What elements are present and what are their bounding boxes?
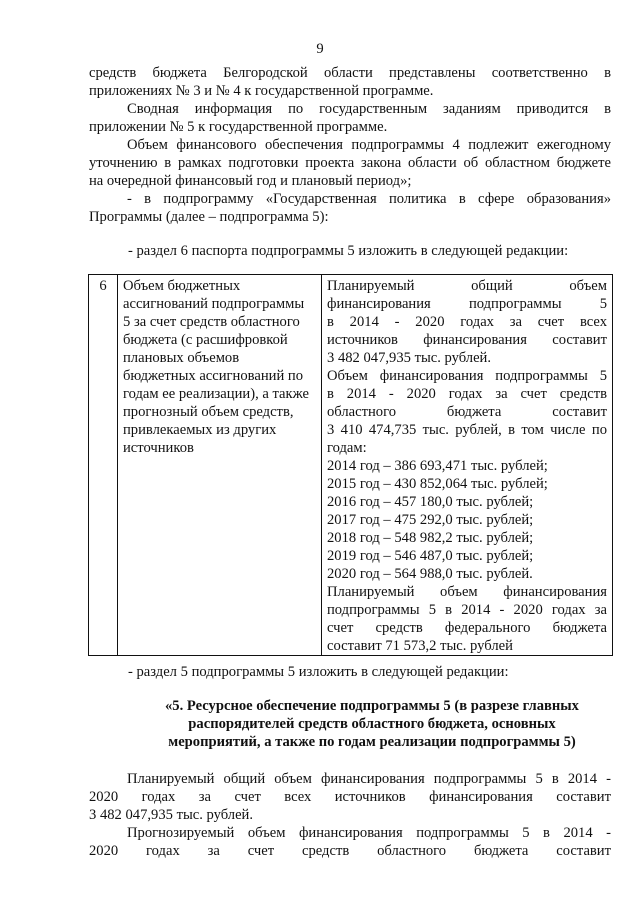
value-line: областного бюджета составит — [327, 404, 607, 420]
intro-section6: - раздел 6 паспорта подпрограммы 5 изложить в следующей редакции: — [128, 243, 569, 259]
intro-section5: - раздел 5 подпрограммы 5 изложить в следующей редакции: — [128, 664, 509, 680]
name-line: плановых объемов — [123, 350, 240, 366]
heading-line: «5. Ресурсное обеспечение подпрограммы 5 (в разрезе главных — [165, 698, 579, 714]
name-line: Объем бюджетных — [123, 278, 241, 294]
value-line: подпрограммы 5 в 2014 - 2020 годах за — [327, 602, 607, 618]
value-line: годам: — [327, 440, 367, 456]
value-line: Планируемый объем финансирования — [327, 584, 607, 600]
passport-table — [88, 274, 613, 656]
name-line: годам ее реализации), а также — [123, 386, 309, 402]
value-line: 2017 год – 475 292,0 тыс. рублей; — [327, 512, 534, 528]
value-line: Объем финансирования подпрограммы 5 — [327, 368, 607, 384]
paragraph-line: 3 482 047,935 тыс. рублей. — [89, 807, 254, 823]
value-line: 2014 год – 386 693,471 тыс. рублей; — [327, 458, 548, 474]
value-line: в 2014 - 2020 годах за счет средств — [327, 386, 607, 402]
value-line: Планируемый общий объем — [327, 278, 607, 294]
paragraph-line: Объем финансового обеспечения подпрограммы 4 подлежит ежегодному — [127, 137, 611, 153]
value-line: составит 71 573,2 тыс. рублей — [327, 638, 513, 654]
heading-line: распорядителей средств областного бюджета, основных — [188, 716, 556, 732]
value-line: источников финансирования составит — [327, 332, 607, 348]
name-line: источников — [123, 440, 194, 456]
paragraph-line: на очередной финансовый год и плановый период»; — [89, 173, 412, 189]
row-name-cell — [118, 275, 322, 656]
paragraph-line: - в подпрограмму «Государственная политика в сфере образования» — [127, 191, 611, 207]
paragraph-line: уточнению в рамках подготовки проекта закона области об областном бюджете — [89, 155, 611, 171]
value-line: финансирования подпрограммы 5 — [327, 296, 607, 312]
paragraph-line: 2020 годах за счет средств областного бюджета составит — [89, 843, 611, 859]
heading-line: мероприятий, а также по годам реализации подпрограммы 5) — [168, 734, 576, 750]
paragraph-line: приложениях № 3 и № 4 к государственной программе. — [89, 83, 434, 99]
name-line: бюджета (с расшифровкой — [123, 332, 288, 348]
top-text-block — [89, 64, 611, 226]
value-line: 2015 год – 430 852,064 тыс. рублей; — [327, 476, 548, 492]
section5-heading — [132, 697, 612, 751]
value-line: 3 410 474,735 тыс. рублей, в том числе по — [327, 422, 607, 438]
paragraph-line: Прогнозируемый объем финансирования подпрограммы 5 в 2014 - — [127, 825, 611, 841]
paragraph-line: 2020 годах за счет всех источников финансирования составит — [89, 789, 611, 805]
name-line: ассигнований подпрограммы — [123, 296, 305, 312]
paragraph-line: средств бюджета Белгородской области представлены соответственно в — [89, 65, 611, 81]
value-line: в 2014 - 2020 годах за счет всех — [327, 314, 607, 330]
paragraph-line: Программы (далее – подпрограмма 5): — [89, 209, 329, 225]
value-line: 2018 год – 548 982,2 тыс. рублей; — [327, 530, 534, 546]
value-line: 2020 год – 564 988,0 тыс. рублей. — [327, 566, 533, 582]
paragraph-line: Сводная информация по государственным заданиям приводится в — [127, 101, 611, 117]
name-line: привлекаемых из других — [123, 422, 277, 438]
name-line: 5 за счет средств областного — [123, 314, 300, 330]
bottom-text-block — [89, 770, 611, 860]
row-value-cell — [322, 275, 613, 656]
name-line: бюджетных ассигнований по — [123, 368, 304, 384]
table-row — [89, 275, 613, 656]
page-number: 9 — [316, 41, 324, 57]
value-line: счет средств федерального бюджета — [327, 620, 607, 636]
row-number-cell: 6 — [89, 275, 118, 656]
value-line: 2019 год – 546 487,0 тыс. рублей; — [327, 548, 534, 564]
paragraph-line: приложении № 5 к государственной программе. — [89, 119, 388, 135]
value-line: 2016 год – 457 180,0 тыс. рублей; — [327, 494, 534, 510]
name-line: прогнозный объем средств, — [123, 404, 294, 420]
paragraph-line: Планируемый общий объем финансирования подпрограммы 5 в 2014 - — [127, 771, 611, 787]
value-line: 3 482 047,935 тыс. рублей. — [327, 350, 492, 366]
